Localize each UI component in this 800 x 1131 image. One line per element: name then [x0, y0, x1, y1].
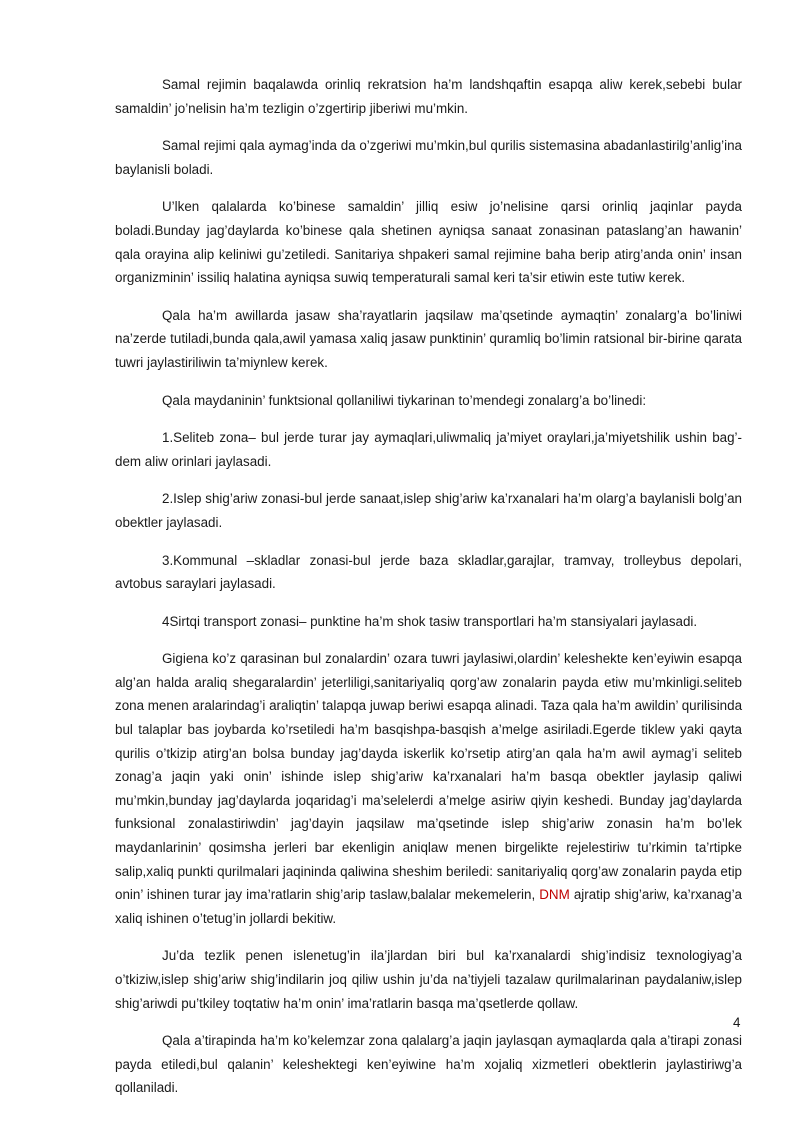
- list-item-transport-zone: 4Sirtqi transport zonasi– punktine ha’m shok tasiw transportlari ha’m stansiyalari jaylasadi.: [162, 613, 698, 629]
- paragraph-wind-city-area: Samal rejimi qala aymag’inda da o’zgeriwi mu’mkin,bul qurilis sistemasina abadanlastirilg’anlig’ina baylanisli boladi.: [115, 138, 742, 177]
- paragraph-fast-measures: Ju’da tezlik penen islenetug’in ila’jlardan biri bul ka’rxanalardi shig’indisiz texnologiyag’a o’tkiziw,islep shig’ariw shig’indilarin joq qiliw ushin ju’da na’tiyjeli tazalaw qurilmalarinan paydalaniw,islep shig’ariwdi pu’tkiley toqtatiw ha’m onin’ ima’ratlarin basqa ma’qsetlerde qollaw.: [115, 948, 742, 1011]
- list-item-seliteb-zone: 1.Seliteb zona– bul jerde turar jay aymaqlari,uliwmaliq ja’miyet oraylari,ja’miyetshilik ushin bag’-dem aliw orinlari jaylasadi.: [115, 430, 742, 469]
- list-item-production-zone: 2.Islep shig’ariw zonasi-bul jerde sanaat,islep shig’ariw ka’rxanalari ha’m olarg’a baylanisli bolg’an obektler jaylasadi.: [115, 491, 742, 530]
- paragraph-hygiene: [115, 647, 742, 930]
- paragraph-zoning-purpose: Qala ha’m awillarda jasaw sha’rayatlarin jaqsilaw ma’qsetinde aymaqtin’ zonalarg’a bo’liniwi na’zerde tutiladi,bunda qala,awil yamasa xaliq jasaw punktinin’ quramliq bo’limin ratsional bir-birine qarata tuwri jaylastiriliwin ta’miynlew kerek.: [115, 307, 742, 370]
- paragraph-large-cities: U’lken qalalarda ko’binese samaldin’ jilliq esiw jo’nelisine qarsi orinliq jaqinlar payda boladi.Bunday jag’daylarda ko’binese qala shetinen ayniqsa sanaat zonasinan pataslang’an hawanin’ qala orayina alip keliniwi gu’zetiledi. Sanitariya shpakeri samal rejimine baha berip atirg’anda onin’ insan organizminin’ issiliq halatina ayniqsa suwiq temperaturali samal keri ta’sir etiwin este tutiw kerek.: [115, 199, 742, 286]
- paragraph-suburban-zone: Qala a’tirapinda ha’m ko’kelemzar zona qalalarg’a jaqin jaylasqan aymaqlarda qala a’tirapi zonasi payda etiledi,bul qalanin’ keleshektegi ken’eyiwine ha’m xojaliq xizmetleri obektlerin jaylastiriwg’a qollaniladi.: [115, 1033, 742, 1096]
- paragraph-zones-intro: Qala maydaninin’ funktsional qollaniliwi tiykarinan to’mendegi zonalarg’a bo’linedi:: [162, 392, 647, 408]
- list-item-communal-zone: 3.Kommunal –skladlar zonasi-bul jerde baza skladlar,garajlar, tramvay, trolleybus depolari, avtobus saraylari jaylasadi.: [115, 552, 742, 592]
- dnm-highlight: DNM: [539, 887, 570, 903]
- hygiene-text-before: Gigiena ko’z qarasinan bul zonalardin’ ozara tuwri jaylasiwi,olardin’ keleshekte ken’eyiwin esapqa alg’an halda araliq shegaralardin’ jeterliligi,sanitariyaliq qorg’aw zonalarin payda etiw mu’mkinligi.seliteb zona menen aralarindag’i araliqtin’ talapqa juwap beriwi esapqa alinadi. Taza qala ha’m awildin’ qurilisinda bul talaplar bas joybarda ko’rsetiledi ha’m basqishpa-basqish a’melge asiriladi.Egerde tiklew yaki qayta qurilis o’tkizip atirg’an bolsa bunday jag’dayda iskerlik ko’rsetip atirg’an qala ha’m awil aymag’i seliteb zonag’a jaqin yaki onin’ ishinde islep shig’ariw ka’rxanalari ha’m basqa obektler jaylasip qaliwi mu’mkin,bunday jag’daylarda joqaridag’i ma’selelerdi a’melge asiriw qiyin keshedi. Bunday jag’daylarda funksional zonalastiriwdin’ jag’dayin jaqsilaw ma’qsetinde islep shig’ariw zonasin ha’m bo’lek maydanlarinin’ qosimsha jerleri bar ekenligin aniqlaw menen birgelikte rejelestiriw tu’rkimin ta’rtipke salip,xaliq punkti qurilmalari jaqininda qaliwina sheshim beriledi: sanitariyaliq qorg’aw zonalarin payda etip onin’ ishinen turar jay ima’ratlarin shig’arip taslaw,balalar mekemelerin,: [115, 651, 743, 903]
- hygiene-text-after: ajratip shig’ariw, ka’rxanag’a xaliq ishinen o’tetug’in jollardi bekitiw.: [115, 887, 742, 926]
- page-number: 4: [733, 1015, 741, 1030]
- paragraph-wind-regime: Samal rejimin baqalawda orinliq rekratsion ha’m landshqaftin esapqa aliw kerek,sebebi bular samaldin’ jo’nelisin ha’m tezligin o’zgertirip jiberiwi mu’mkin.: [115, 77, 742, 116]
- document-page: [115, 73, 742, 1114]
